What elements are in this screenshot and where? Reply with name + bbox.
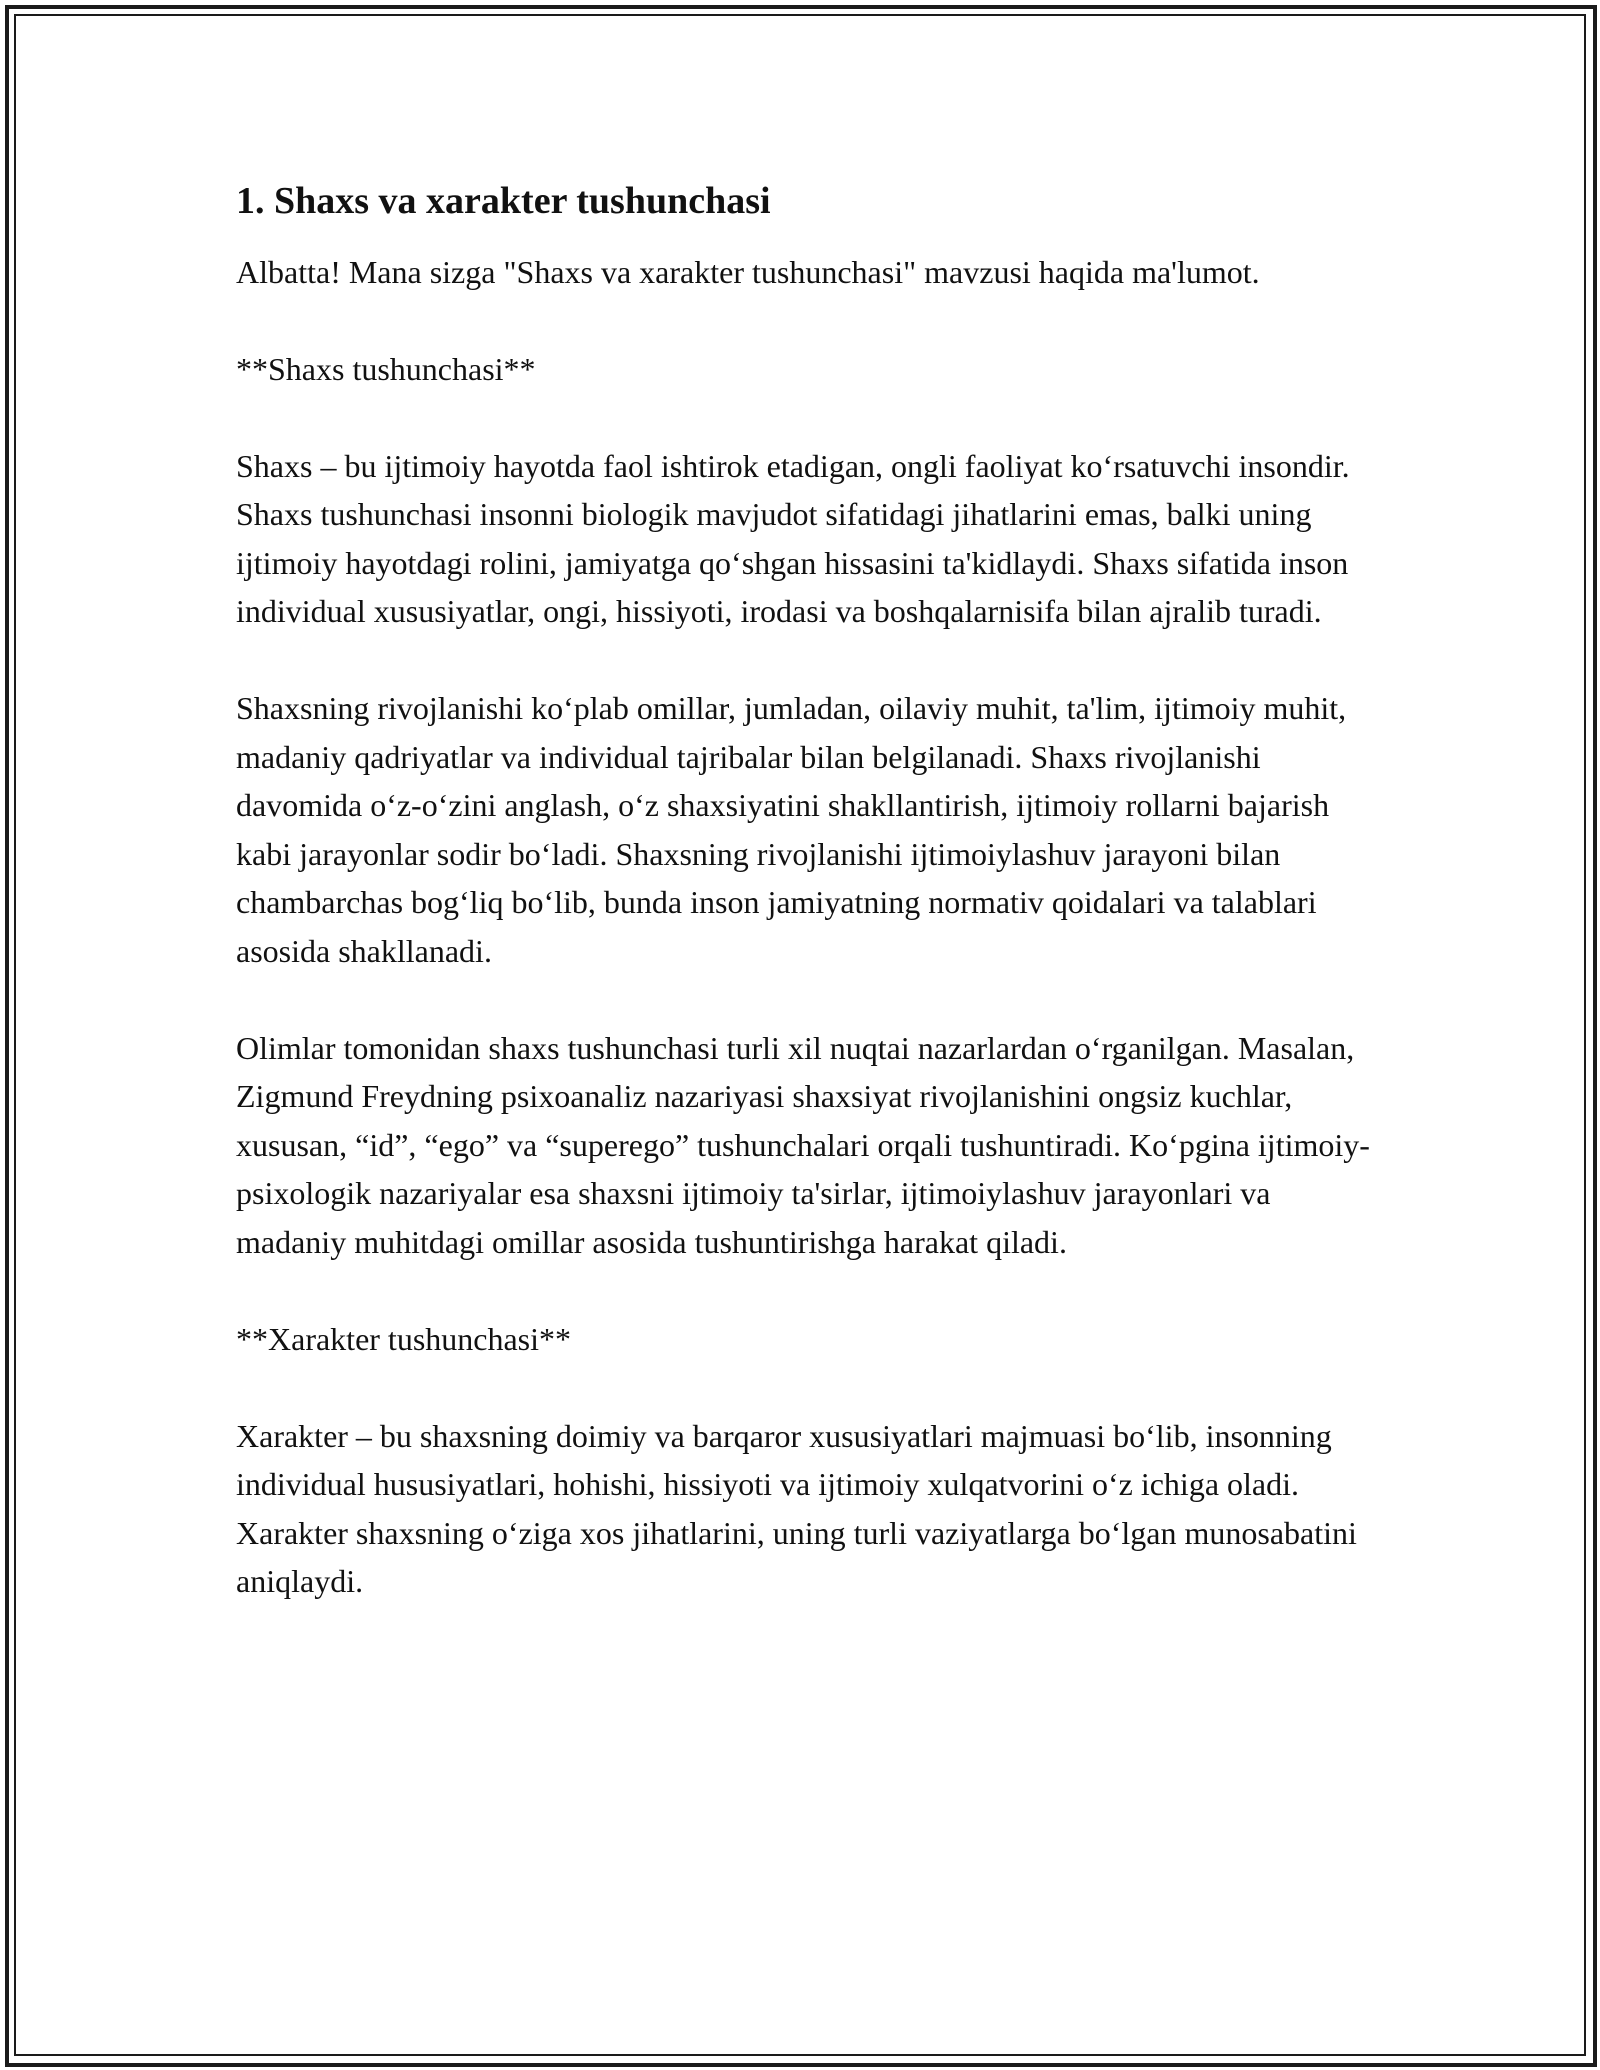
- paragraph-shaxs-theories: Olimlar tomonidan shaxs tushunchasi turli xil nuqtai nazarlardan o‘rganilgan. Masalan, Zigmund Freydning psixoanaliz nazariyasi shaxsiyat rivojlanishini ongsiz kuchlar, xususan, “id”, “ego” va “superego” tushunchalari orqali tushuntiradi. Ko‘pgina ijtimoiy-psixologik nazariyalar esa shaxsni ijtimoiy ta'sirlar, ijtimoiylashuv jarayonlari va madaniy muhitdagi omillar asosida tushuntirishga harakat qiladi.: [236, 1029, 1370, 1260]
- paragraph-shaxs-subheading: **Shaxs tushunchasi**: [236, 350, 536, 387]
- paragraph-shaxs-definition: Shaxs – bu ijtimoiy hayotda faol ishtirok etadigan, ongli faoliyat ko‘rsatuvchi insondir. Shaxs tushunchasi insonni biologik mavjudot sifatidagi jihatlarini emas, balki uning ijtimoiy hayotdagi rolini, jamiyatga qo‘shgan hissasini ta'kidlaydi. Shaxs sifatida inson individual xususiyatlar, ongi, hissiyoti, irodasi va boshqalarnisifa bilan ajralib turadi.: [236, 447, 1350, 629]
- paragraph-xarakter-definition: Xarakter – bu shaxsning doimiy va barqaror xususiyatlari majmuasi bo‘lib, insonning individual hususiyatlari, hohishi, hissiyoti va ijtimoiy xulqatvorini o‘z ichiga oladi. Xarakter shaxsning o‘ziga xos jihatlarini, uning turli vaziyatlarga bo‘lgan munosabatini aniqlaydi.: [236, 1417, 1357, 1599]
- document-heading: 1. Shaxs va xarakter tushunchasi: [236, 180, 771, 222]
- document-body: [236, 178, 1386, 1654]
- paragraph-shaxs-development: Shaxsning rivojlanishi ko‘plab omillar, jumladan, oilaviy muhit, ta'lim, ijtimoiy muhit, madaniy qadriyatlar va individual tajribalar bilan belgilanadi. Shaxs rivojlanishi davomida o‘z-o‘zini anglash, o‘z shaxsiyatini shakllantirish, ijtimoiy rollarni bajarish kabi jarayonlar sodir bo‘ladi. Shaxsning rivojlanishi ijtimoiylashuv jarayoni bilan chambarchas bog‘liq bo‘lib, bunda inson jamiyatning normativ qoidalari va talablari asosida shakllanadi.: [236, 690, 1347, 969]
- paragraph-intro: Albatta! Mana sizga "Shaxs va xarakter tushunchasi" mavzusi haqida ma'lumot.: [236, 253, 1260, 290]
- paragraph-xarakter-subheading: **Xarakter tushunchasi**: [236, 1320, 572, 1357]
